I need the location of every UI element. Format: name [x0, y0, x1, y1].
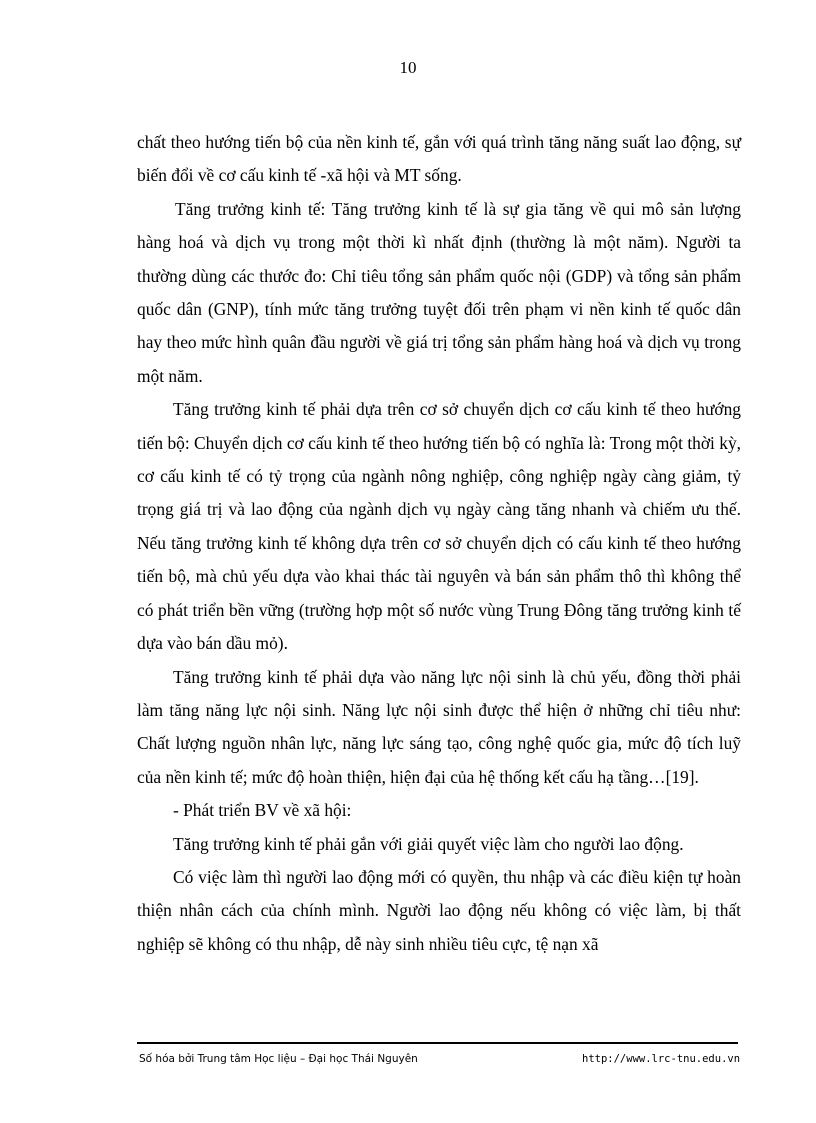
footer-divider: [137, 1042, 738, 1044]
paragraph-structural-shift: Tăng trưởng kinh tế phải dựa trên cơ sở chuyển dịch cơ cấu kinh tế theo hướng tiến bộ: Chuyển dịch cơ cấu kinh tế theo hướng tiến bộ có nghĩa là: Trong một thời kỳ, cơ cấu kinh tế có tỷ trọng của ngành nông nghiệp, công nghiệp ngày càng giảm, tỷ trọng giá trị và lao động của ngành dịch vụ ngày càng tăng nhanh và chiếm ưu thế. Nếu tăng trưởng kinh tế không dựa trên cơ sở chuyển dịch có cấu kinh tế theo hướng tiến bộ, mà chủ yếu dựa vào khai thác tài nguyên và bán sản phẩm thô thì không thể có phát triển bền vững (trường hợp một số nước vùng Trung Đông tăng trưởng kinh tế dựa vào bán dầu mỏ).: [137, 399, 741, 654]
section-heading-social-development: - Phát triển BV về xã hội:: [173, 800, 352, 821]
paragraph-continuation: chất theo hướng tiến bộ của nền kinh tế, gắn với quá trình tăng năng suất lao động, sự biến đổi về cơ cấu kinh tế -xã hội và MT sống.: [137, 132, 741, 186]
body-text: [137, 126, 741, 961]
paragraph-economic-growth-definition: Tăng trưởng kinh tế: Tăng trưởng kinh tế là sự gia tăng về qui mô sản lượng hàng hoá và dịch vụ trong một thời kì nhất định (thường là một năm). Người ta thường dùng các thước đo: Chỉ tiêu tổng sản phẩm quốc nội (GDP) và tổng sản phẩm quốc dân (GNP), tính mức tăng trưởng tuyệt đối trên phạm vi nền kinh tế quốc dân hay theo mức hình quân đầu người về giá trị tổng sản phẩm hàng hoá và dịch vụ trong một năm.: [137, 198, 741, 386]
footer-source-credit: Số hóa bởi Trung tâm Học liệu – Đại học Thái Nguyên: [139, 1053, 418, 1065]
page-number: 10: [399, 58, 417, 77]
paragraph-employment: Tăng trưởng kinh tế phải gắn với giải quyết việc làm cho người lao động.: [173, 833, 684, 854]
footer-url: http://www.lrc-tnu.edu.vn: [582, 1053, 741, 1065]
paragraph-jobs-income: Có việc làm thì người lao động mới có quyền, thu nhập và các điều kiện tự hoàn thiện nhân cách của chính mình. Người lao động nếu không có việc làm, bị thất nghiệp sẽ không có thu nhập, dễ này sinh nhiều tiêu cực, tệ nạn xã: [137, 866, 741, 954]
paragraph-endogenous-capacity: Tăng trưởng kinh tế phải dựa vào năng lực nội sinh là chủ yếu, đồng thời phải làm tăng năng lực nội sinh. Năng lực nội sinh được thể hiện ở những chỉ tiêu như: Chất lượng nguồn nhân lực, năng lực sáng tạo, công nghệ quốc gia, mức độ tích luỹ của nền kinh tế; mức độ hoàn thiện, hiện đại của hệ thống kết cấu hạ tầng…[19].: [137, 666, 741, 787]
